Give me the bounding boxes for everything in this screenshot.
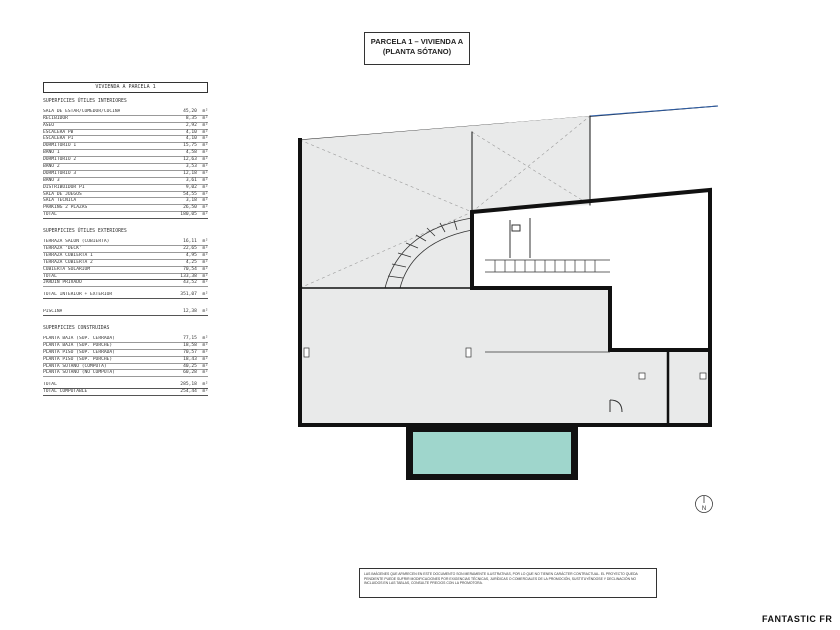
table-row <box>43 267 208 274</box>
row-label: PLANTA SÓTANO (NO COMPUTA) <box>43 370 115 376</box>
row-unit: m² <box>202 108 208 114</box>
row-unit: m² <box>202 356 208 362</box>
row-unit: m² <box>202 122 208 128</box>
row-value: 4,10 <box>185 136 197 142</box>
main-floor-area <box>300 288 610 425</box>
surface-table <box>43 82 208 396</box>
row-unit: m² <box>202 342 208 348</box>
row-value: 2,92 <box>185 122 197 128</box>
row-unit: m² <box>202 205 208 211</box>
table-row: TOTAL 285,18 m² <box>43 382 208 388</box>
row-value: 4,58 <box>185 150 197 156</box>
table-row <box>43 178 208 185</box>
row-value: 26,50 <box>183 205 197 211</box>
row-unit: m² <box>202 136 208 142</box>
upper-floor-area <box>300 116 590 288</box>
row-value: 54,55 <box>183 191 197 197</box>
table-row: JARDÍN PRIVADO 43,52 m² <box>43 280 208 286</box>
row-value: 9,02 <box>185 184 197 190</box>
row-label: PLANTA BAJA (SUP. CERRADA) <box>43 335 115 341</box>
row-label: CUBIERTA SOLARIUM <box>43 266 91 272</box>
row-value: 45,20 <box>183 108 197 114</box>
row-label: TERRAZA CUBIERTA 2 <box>43 259 93 265</box>
row-label: SALA DE JUEGOS <box>43 191 82 197</box>
floor-plan <box>290 100 730 495</box>
row-unit: m² <box>202 363 208 369</box>
row-label: DORMITORIO 3 <box>43 170 77 176</box>
table-row <box>43 357 208 364</box>
table-row <box>43 164 208 171</box>
disclaimer-box: LAS IMÁGENES QUE APARECEN EN ESTE DOCUMENTO SON MERAMENTE ILUSTRATIVAS, POR LO QUE NO TIENEN CARÁCTER CONTRACTUAL. EL PROYECTO QUEDA PENDIENTE PUEDE SUFRIR MODIFICACIONES POR EXIGENCIAS TÉCNICAS, JURÍDICAS O COMERCIALES DE LA PROMOCIÓN, SUSTITUYÉNDOSE Y DECLINACIÓN NO INCLUIDOS EN LAS TABLAS, CONSULTE PRECIOS CON LA PROMOTORA. <box>359 568 657 598</box>
row-value: 3,18 <box>185 198 197 204</box>
row-label: DORMITORIO 2 <box>43 157 77 163</box>
table-row: TOTAL INTERIOR + EXTERIOR 351,07 m² <box>43 292 208 298</box>
row-value: 16,11 <box>183 239 197 245</box>
row-label: RECIBIDOR <box>43 115 68 121</box>
row-unit: m² <box>202 259 208 265</box>
technical-room-area <box>610 350 710 425</box>
row-unit: m² <box>202 239 208 245</box>
table-row <box>43 192 208 199</box>
north-label: N <box>701 506 707 512</box>
straight-stair <box>485 260 610 272</box>
row-value: 4,10 <box>185 129 197 135</box>
row-unit: m² <box>202 157 208 163</box>
row-label: SALA TÉCNICA <box>43 198 77 204</box>
table-row: PISCINA 12,38 m² <box>43 309 208 315</box>
row-unit: m² <box>202 129 208 135</box>
interior-rows <box>43 109 208 212</box>
table-row: TOTAL 180,05 m² <box>43 212 208 218</box>
row-value: 60,28 <box>183 370 197 376</box>
row-unit: m² <box>202 198 208 204</box>
section-built-title: SUPERFICIES CONSTRUIDAS <box>43 326 110 332</box>
exterior-rows <box>43 239 208 273</box>
table-row <box>43 109 208 116</box>
row-value: 8,35 <box>185 115 197 121</box>
row-label: PLANTA PISO (SUP. CERRADA) <box>43 349 115 355</box>
plan-title: PARCELA 1 – VIVIENDA A <box>370 37 464 46</box>
row-unit: m² <box>202 150 208 156</box>
plan-title-box <box>364 32 470 65</box>
section-interior-title: SUPERFICIES ÚTILES INTERIORES <box>43 99 127 104</box>
row-unit: m² <box>202 143 208 149</box>
row-value: 3,61 <box>185 177 197 183</box>
table-row <box>43 116 208 123</box>
row-value: 18,43 <box>183 356 197 362</box>
table-row <box>43 123 208 130</box>
row-unit: m² <box>202 164 208 170</box>
row-label: PLANTA SÓTANO (COMPUTA) <box>43 363 107 369</box>
row-value: 12,18 <box>183 170 197 176</box>
table-row <box>43 370 208 377</box>
row-unit: m² <box>202 184 208 190</box>
row-label: BAÑO 2 <box>43 164 60 170</box>
row-value: 70,54 <box>183 266 197 272</box>
row-value: 77,15 <box>183 335 197 341</box>
plan-subtitle: (PLANTA SÓTANO) <box>382 47 452 56</box>
table-row <box>43 260 208 267</box>
pool-water <box>413 432 571 474</box>
table-row <box>43 246 208 253</box>
row-unit: m² <box>202 245 208 251</box>
table-row <box>43 171 208 178</box>
row-value: 18,58 <box>183 342 197 348</box>
row-label: TERRAZA CUBIERTA 1 <box>43 252 93 258</box>
row-label: PLANTA PISO (SUP. PORCHE) <box>43 356 113 362</box>
row-unit: m² <box>202 170 208 176</box>
row-value: 12,63 <box>183 157 197 163</box>
row-value: 22,65 <box>183 245 197 251</box>
brand-logo-text: FANTASTIC FR <box>762 614 833 624</box>
row-unit: m² <box>202 177 208 183</box>
row-label: PARKING 2 PLAZAS <box>43 205 88 211</box>
row-unit: m² <box>202 266 208 272</box>
row-unit: m² <box>202 370 208 376</box>
row-value: 15,75 <box>183 143 197 149</box>
roof-line-accent <box>590 106 718 116</box>
table-row <box>43 130 208 137</box>
row-value: 3,53 <box>185 164 197 170</box>
table-row <box>43 343 208 350</box>
table-row <box>43 143 208 150</box>
section-exterior-title: SUPERFICIES ÚTILES EXTERIORES <box>43 229 127 235</box>
row-label: DISTRIBUIDOR P1 <box>43 184 85 190</box>
table-header: VIVIENDA A PARCELA 1 <box>43 82 208 93</box>
row-label: ESCALERA PB <box>43 129 74 135</box>
row-unit: m² <box>202 349 208 355</box>
table-row <box>43 157 208 164</box>
table-row <box>43 336 208 343</box>
row-label: DORMITORIO 1 <box>43 143 77 149</box>
row-label: TERRAZA SALÓN (CUBIERTA) <box>43 239 110 245</box>
row-value: 70,57 <box>183 349 197 355</box>
row-label: ASEO <box>43 122 55 128</box>
table-row <box>43 350 208 357</box>
row-label: BAÑO 1 <box>43 150 60 156</box>
row-unit: m² <box>202 191 208 197</box>
row-label: ESCALERA P1 <box>43 136 74 142</box>
row-label: BAÑO 3 <box>43 177 60 183</box>
north-arrow-icon <box>694 494 714 514</box>
table-row <box>43 239 208 246</box>
row-label: PLANTA BAJA (SUP. PORCHE) <box>43 342 113 348</box>
table-row <box>43 253 208 260</box>
row-label: SALA DE ESTAR/COMEDOR/COCINA <box>43 108 121 114</box>
table-row: TOTAL COMPUTABLE 254,44 m² <box>43 389 208 395</box>
row-value: 4,25 <box>185 259 197 265</box>
table-row: TOTAL 133,38 m² <box>43 273 208 279</box>
row-unit: m² <box>202 115 208 121</box>
row-value: 40,25 <box>183 363 197 369</box>
built-rows <box>43 336 208 377</box>
row-label: TERRAZA 'DECK' <box>43 245 82 251</box>
row-unit: m² <box>202 252 208 258</box>
row-unit: m² <box>202 335 208 341</box>
row-value: 4,95 <box>185 252 197 258</box>
table-row <box>43 185 208 192</box>
